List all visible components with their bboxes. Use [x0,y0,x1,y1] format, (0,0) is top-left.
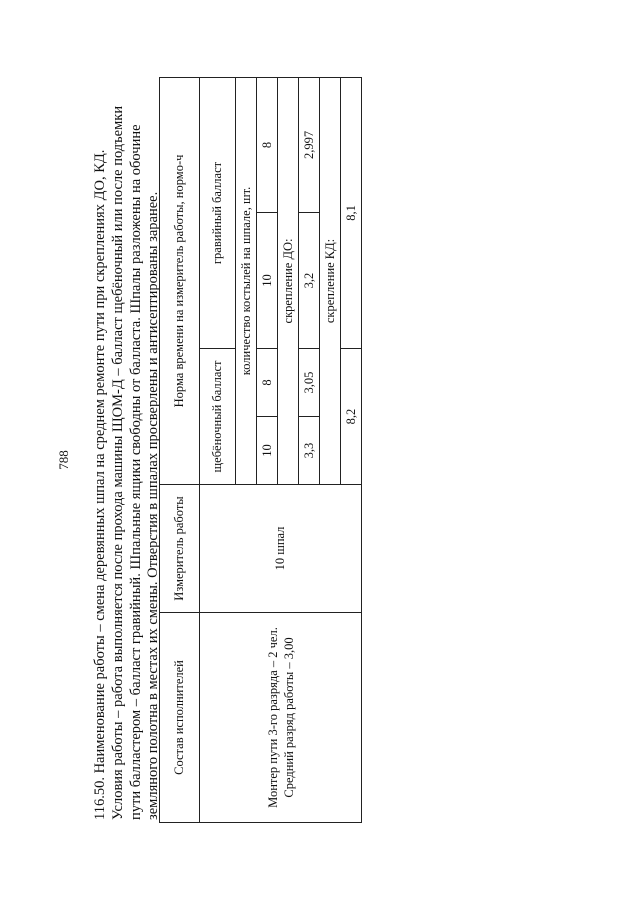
header-ballast-gravel: гравийный балласт [200,77,236,348]
norm-table [159,77,362,823]
do-value: 3,05 [299,349,320,417]
kd-value: 8,1 [341,77,362,348]
label-fastening-do: скрепление ДО: [278,77,299,484]
header-norm: Норма времени на измеритель работы, нормо-ч [160,77,200,484]
section-heading [92,80,110,820]
do-value: 3,2 [299,213,320,349]
conditions-line-1: Условия работы – работа выполняется после прохода машины ЩОМ-Д – балласт щебёночный или после подъемки [110,105,126,820]
spikes-value: 8 [257,77,278,212]
do-value: 2,997 [299,77,320,212]
do-value: 3,3 [299,417,320,485]
page-number: 788 [55,450,71,470]
spikes-value: 10 [257,213,278,349]
header-composition: Состав исполнителей [160,613,200,823]
spikes-value: 10 [257,417,278,485]
label-fastening-kd: скрепление КД: [320,77,341,484]
spikes-value: 8 [257,349,278,417]
work-conditions [110,80,163,820]
header-measure: Измеритель работы [160,485,200,613]
heading-line: 116.50. Наименование работы – смена деревянных шпал на среднем ремонте пути при скреплениях ДО, КД. [92,149,108,820]
header-spikes: количество костылей на шпале, шт. [236,77,257,484]
composition-line-2: Средний разряд работы – 3,00 [281,637,296,798]
cell-composition [200,613,362,823]
conditions-line-2: пути балластером – балласт гравийный. Шпальные ящики свободны от балласта. Шпалы разложены на обочине [127,124,144,820]
header-ballast-crushed: щебёночный балласт [200,349,236,485]
cell-measure: 10 шпал [200,485,362,613]
conditions-line-3: земляного полотна в местах их смены. Отверстия в шпалах просверлены и антисептированы заранее. [145,191,161,820]
composition-line-1: Монтер пути 3-го разряда – 2 чел. [265,627,280,808]
kd-value: 8,2 [341,349,362,485]
